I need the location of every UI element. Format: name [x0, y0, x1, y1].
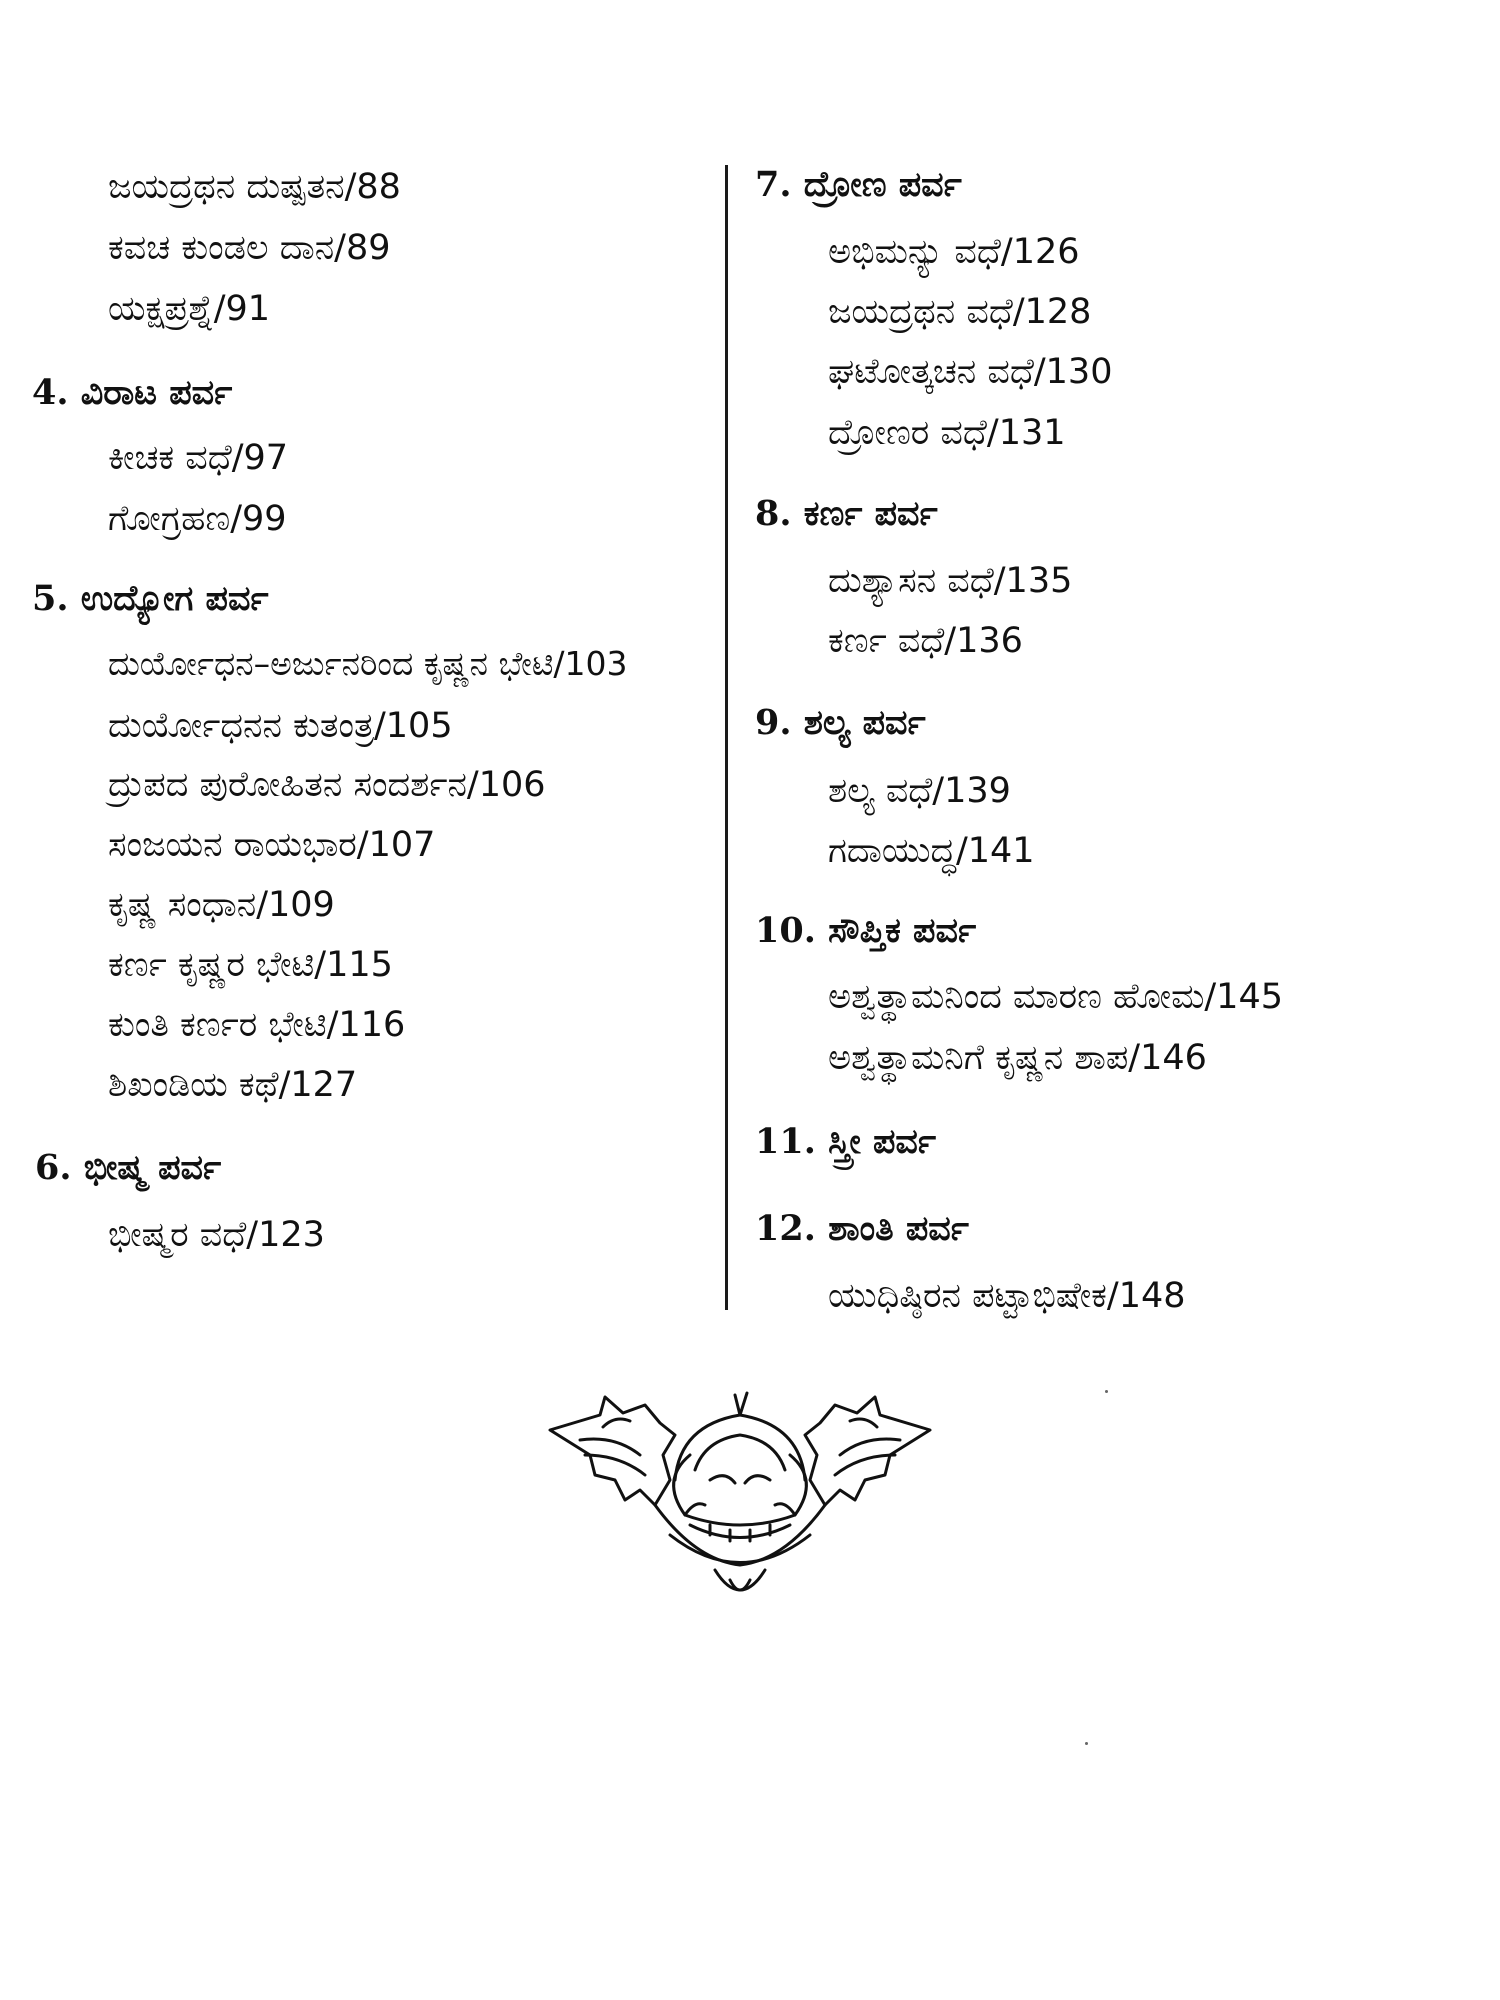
- toc-entry: ಕುಂತಿ ಕರ್ಣರ ಭೇಟಿ/116: [108, 1005, 406, 1045]
- section-title: ಭೀಷ್ಮ ಪರ್ವ: [83, 1148, 222, 1188]
- section-heading: [755, 909, 976, 953]
- section-heading: [755, 701, 926, 745]
- toc-entry: ದುರ್ಯೋಧನನ ಕುತಂತ್ರ/105: [108, 706, 453, 746]
- section-title: ಶಲ್ಯ ಪರ್ವ: [803, 703, 926, 743]
- toc-entry: ಜಯದ್ರಥನ ದುಷ್ಪತನ/88: [108, 167, 401, 207]
- toc-entry: ಭೀಷ್ಮರ ವಧೆ/123: [108, 1215, 325, 1255]
- section-heading: [755, 163, 962, 207]
- toc-entry: ದ್ರುಪದ ಪುರೋಹಿತನ ಸಂದರ್ಶನ/106: [108, 765, 546, 805]
- section-heading: [35, 1146, 221, 1190]
- toc-entry: ಅಶ್ವತ್ಥಾಮನಿಂದ ಮಾರಣ ಹೋಮ/145: [828, 977, 1283, 1017]
- section-number: 6.: [35, 1147, 72, 1188]
- toc-entry: ಕರ್ಣ ವಧೆ/136: [828, 621, 1023, 661]
- section-number: 11.: [755, 1121, 816, 1162]
- toc-entry: ದ್ರೋಣರ ವಧೆ/131: [828, 413, 1066, 453]
- toc-entry: ಶಿಖಂಡಿಯ ಕಥೆ/127: [108, 1065, 358, 1105]
- section-heading: [755, 1120, 936, 1164]
- toc-entry: ಕೀಚಕ ವಧೆ/97: [108, 438, 289, 478]
- section-heading: [755, 1207, 969, 1251]
- section-number: 12.: [755, 1208, 816, 1249]
- toc-entry: ಯಕ್ಷಪ್ರಶ್ನೆ/91: [108, 289, 271, 329]
- section-title: ಸ್ತ್ರೀ ಪರ್ವ: [828, 1122, 937, 1162]
- toc-entry: ಅಶ್ವತ್ಥಾಮನಿಗೆ ಕೃಷ್ಣನ ಶಾಪ/146: [828, 1038, 1207, 1078]
- kirtimukha-ornament-icon: [545, 1385, 935, 1615]
- toc-entry: ಕವಚ ಕುಂಡಲ ದಾನ/89: [108, 228, 391, 268]
- toc-entry: ಕೃಷ್ಣ ಸಂಧಾನ/109: [108, 885, 335, 925]
- section-title: ಸೌಪ್ತಿಕ ಪರ್ವ: [828, 911, 977, 951]
- toc-entry: ಸಂಜಯನ ರಾಯಭಾರ/107: [108, 825, 436, 865]
- section-number: 4.: [32, 372, 69, 413]
- section-heading: [32, 371, 232, 415]
- scan-speck: [1105, 1390, 1108, 1393]
- toc-entry: ಯುಧಿಷ್ಠಿರನ ಪಟ್ಟಾಭಿಷೇಕ/148: [828, 1276, 1186, 1316]
- toc-entry: ಅಭಿಮನ್ಯು ವಧೆ/126: [828, 232, 1080, 272]
- section-number: 8.: [755, 493, 792, 534]
- section-number: 10.: [755, 910, 816, 951]
- section-title: ದ್ರೋಣ ಪರ್ವ: [803, 165, 962, 205]
- toc-entry: ಶಲ್ಯ ವಧೆ/139: [828, 771, 1011, 811]
- section-title: ಶಾಂತಿ ಪರ್ವ: [828, 1209, 969, 1249]
- section-number: 9.: [755, 702, 792, 743]
- section-number: 5.: [32, 578, 69, 619]
- toc-entry: ದುರ್ಯೋಧನ–ಅರ್ಜುನರಿಂದ ಕೃಷ್ಣನ ಭೇಟಿ/103: [108, 644, 628, 683]
- toc-entry: ಘಟೋತ್ಕಚನ ವಧೆ/130: [828, 352, 1113, 392]
- toc-entry: ಗದಾಯುದ್ಧ/141: [828, 831, 1035, 871]
- section-title: ಉದ್ಯೋಗ ಪರ್ವ: [80, 579, 269, 619]
- toc-entry: ಜಯದ್ರಥನ ವಧೆ/128: [828, 292, 1092, 332]
- section-number: 7.: [755, 164, 792, 205]
- section-title: ವಿರಾಟ ಪರ್ವ: [80, 373, 233, 413]
- toc-entry: ದುಶ್ಯಾಸನ ವಧೆ/135: [828, 561, 1073, 601]
- column-divider: [725, 165, 728, 1310]
- toc-entry: ಕರ್ಣ ಕೃಷ್ಣರ ಭೇಟಿ/115: [108, 945, 393, 985]
- scan-speck: [1085, 1742, 1088, 1745]
- section-heading: [755, 492, 938, 536]
- section-heading: [32, 577, 269, 621]
- section-title: ಕರ್ಣ ಪರ್ವ: [803, 494, 938, 534]
- toc-entry: ಗೋಗ್ರಹಣ/99: [108, 499, 287, 539]
